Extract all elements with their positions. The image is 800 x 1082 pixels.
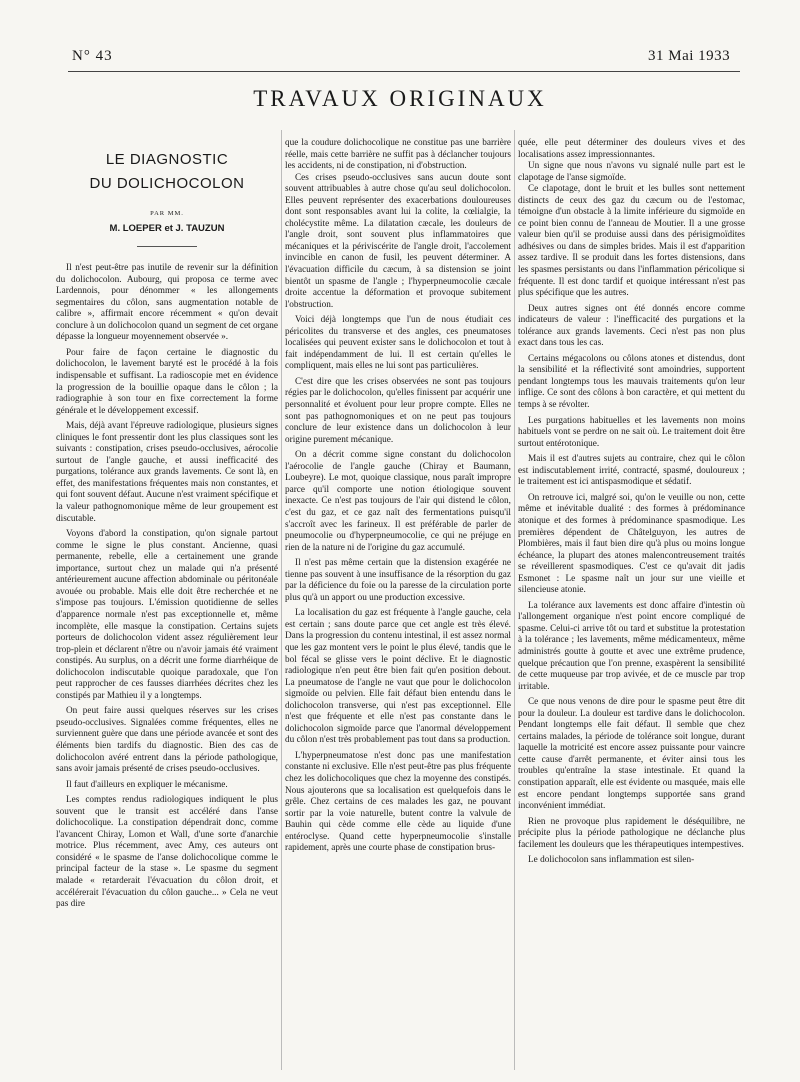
column-divider xyxy=(514,130,515,1070)
paragraph: On peut faire aussi quelques réserves sur les crises pseudo-occlusives. Signalées comme fréquentes, elles ne surviennent guère que dans une période avancée et sont des éléments bien tardifs du diagnostic. Bien des cas de dolichocolon avéré entrent dans la période pathologique, sans avoir jamais présenté de crises pseudo-occlusives. xyxy=(56,706,278,775)
column-3 xyxy=(518,138,745,867)
paragraph: Ce que nous venons de dire pour le spasme peut être dit pour la douleur. La douleur est tardive dans le dolichocolon. Pendant longtemps elle fait défaut. Il semble que chez certains malades, la période de tolérance soit longue, durant laquelle la motricité est encore assez puissante pour vaincre cette cause d'arrêt permanente, et éviter ainsi tous les troubles qu'entraîne la stase intestinale. Et quand la constipation apparaît, elle est évidente ou masquée, mais elle est encore pendant longtemps supportée sans grand inconvénient immédiat. xyxy=(518,697,745,812)
article-title-line-1: LE DIAGNOSTIC xyxy=(105,151,229,168)
paragraph: quée, elle peut déterminer des douleurs vives et des localisations assez impressionnantes. xyxy=(518,138,745,160)
paragraph: On retrouve ici, malgré soi, qu'on le veuille ou non, cette même et inévitable dualité : des formes à prédominance atonique et des formes à prédominance spasmodique. Les premières dépendent de Châtelguyon, les autres de Plombières, mais il faut bien dire qu'à plus ou moins longue échéance, la plupart des atones malencontreusement traités se réveillerent spasmodiques. C'est ce qu'avait dit jadis Esmonet : Le spasme naît un jour sur une vieille et silencieuse atonie. xyxy=(518,492,745,596)
article-authors: M. LOEPER et J. TAUZUN xyxy=(109,222,225,234)
paragraph: Certains mégacolons ou côlons atones et distendus, dont la sensibilité et la réflectivité sont amoindries, supportent pendant longtemps tous les mauvais traitements qu'on leur inflige. Ce sont des côlons à bon caractère, et qui mettent du temps à se révolter. xyxy=(518,353,745,411)
paragraph: On a décrit comme signe constant du dolichocolon l'aérocolie de l'angle gauche (Chiray et Baumann, Loubeyre). Le mot, quoique classique, nous paraît impropre parce qu'il comporte une notion étiologique souvent inexacte. Ce n'est pas toujours de l'air qui distend le côlon, c'est du gaz, et ce gaz naît des fermentations puisqu'il s'accroît avec les farineux. Il est préférable de parler de pneumocolie ou d'hyperpneumocolie, ce qui ne préjuge en rien de la nature ni de l'origine du gaz accumulé. xyxy=(285,450,511,553)
paragraph: Les comptes rendus radiologiques indiquent le plus souvent que le transit est accéléré dans l'anse dolichocolique. La constipation dépendrait donc, comme l'avancent Chiray, Lomon et Wall, d'une sorte d'anarchie motrice. Plus récemment, avec Amy, ces auteurs ont considéré « le spasme de l'anse dolichocolique comme le principal facteur de la stase ». Le spasme du segment malade « retarderait l'évacuation du côlon droit, et accélérerait l'évacuation du côlon gauche... » Cela ne veut pas dire xyxy=(56,795,278,910)
paragraph: Mais il est d'autres sujets au contraire, chez qui le côlon est indiscutablement irrité, contracté, spasmé, douloureux ; le traitement est ici antispasmodique et sédatif. xyxy=(518,454,745,488)
issue-date: 31 Mai 1933 xyxy=(648,48,731,64)
paragraph: La localisation du gaz est fréquente à l'angle gauche, cela est certain ; sans doute parce que cet angle est très élevé. Dans la progression du contenu intestinal, il est assez normal que les gaz montent vers le point le plus élevé, tandis que le bol fécal se glisse vers le point déclive. Et le diagnostic radiologique n'en peut être bien fait qu'en position debout. La pneumatose de l'angle ne vaut que pour le dolichocolon sigmoïde ou pelvien. Elle fait défaut bien entendu dans le dolichocolon transverse, qui n'est pas exceptionnel. Elle n'est que fréquente et elle n'est pas constante dans le dolichocolon sigmoïde parce que l'anormal développement du côlon n'est très probablement pas tout dans sa production. xyxy=(285,608,511,746)
paragraph: Ce clapotage, dont le bruit et les bulles sont nettement distincts de ceux des gaz du cæcum ou de l'estomac, témoigne d'un obstacle à la limite inférieure du sigmoïde en ce point bien connu de l'anneau de Moutier. Il a une grosse valeur bien qu'il se produise aussi dans des périsigmoïdites adhésives ou dans de simples brides. Mais il est d'apparition assez tardive. Il se produit dans les fortes distensions, dans les spasmes persistants ou dans l'inflammation péricolique si fréquente. Il est donc tardif et quoique intéressant n'est pas plus spécifique que les autres. xyxy=(518,184,745,299)
article-title-line-2: DU DOLICHOCOLON xyxy=(89,175,245,192)
column-divider xyxy=(281,130,282,1070)
byline-prefix: PAR MM. xyxy=(150,210,184,217)
paragraph: Il n'est peut-être pas inutile de revenir sur la définition du dolichocolon. Aubourg, qui proposa ce terme avec Lardennois, pour dénommer « les allongements segmentaires du côlon, sans augmentation notable de calibre », affirmait encore récemment « qu'on devait conclure à un dolichocolon quand un segment de cet organe dépasse la longueur moyennement observée ». xyxy=(56,263,278,343)
paragraph: Il faut d'ailleurs en expliquer le mécanisme. xyxy=(66,779,228,790)
column-2 xyxy=(285,138,511,855)
paragraph: Les purgations habituelles et les lavements non moins habituels vont se perdre on ne sait où. Le traitement doit être surtout entérotonique. xyxy=(518,415,745,449)
header-rule xyxy=(68,71,740,72)
paragraph: Le dolichocolon sans inflammation est silen- xyxy=(528,855,695,866)
author-rule xyxy=(137,246,197,247)
section-title: TRAVAUX ORIGINAUX xyxy=(253,86,547,111)
paragraph: L'hyperpneumatose n'est donc pas une manifestation constante ni exclusive. Elle n'est peut-être pas plus fréquente chez les dolichocoliques que chez la moyenne des constipés. Nous ajouterons que sa localisation est quelquefois dans le grêle. Chez certains de ces malades les gaz, ne pouvant sortir par la voie naturelle, butent contre la valvule de Bauhin qui cède comme elle cède au liquide d'une entéroclyse. Quand cette hyperpneumocolie s'installe rapidement, après une courte phase de constipation brus- xyxy=(285,750,511,854)
paragraph: Il n'est pas même certain que la distension exagérée ne tienne pas souvent à une insuffisance de la résorption du gaz par la déficience du foie ou la paresse de la circulation porte plus qu'à un apport ou une production excessive. xyxy=(285,558,511,603)
paragraph: Ces crises pseudo-occlusives sans aucun doute sont souvent attribuables à autre chose qu'au seul dolichocolon. Elles peuvent représenter des exacerbations douloureuses dont sont responsables avant lui la colite, la cœlialgie, la cholécystite même. La dilatation cæcale, les douleurs de l'angle droit, sont souvent plus inflammatoires que mécaniques et la périviscérite de l'angle droit, l'accolement invincible en canon de fusil, les peuvent déterminer. A l'évacuation difficile du cæcum, à sa distension se joint bientôt un spasme de l'angle ; l'hyperpneumocolie cæcale droite accentue la déformation et provoque subitement l'obstruction. xyxy=(285,172,511,310)
paragraph: que la coudure dolichocolique ne constitue pas une barrière réelle, mais cette barrière ne suffit pas à déclancher toujours les accidents, ni de constipation, ni d'obstruction. xyxy=(285,138,511,172)
paragraph: Pour faire de façon certaine le diagnostic du dolichocolon, le lavement baryté est le procédé à la fois indispensable et suffisant. La radioscopie met en évidence la progression de la bouillie opaque dans le côlon ; la radiographie à son tour en fixe correctement la forme générale et le développement excessif. xyxy=(56,347,278,416)
paragraph: Mais, déjà avant l'épreuve radiologique, plusieurs signes cliniques le font pressentir dont les plus classiques sont les suivants : constipation, crises pseudo-occlusives, aérocolie surtout de l'angle gauche, et aussi inefficacité des purgations, tolérance aux grands lavements. Ce sont là, en effet, des manifestations fréquentes mais non constantes, et qui font souvent défaut. Aucune n'est vraiment spécifique et la valeur pathognomonique même de leur groupement est discutable. xyxy=(56,421,278,524)
paragraph: Voici déjà longtemps que l'un de nous étudiait ces péricolites du transverse et des angles, ces pneumatoses localisées qui peuvent exister sans le dolichocolon et tout à fait indépendamment de lui. Il est certain qu'elles le compliquent, mais elles ne lui sont pas particulières. xyxy=(285,315,511,372)
issue-number: N° 43 xyxy=(72,48,113,64)
paragraph: C'est dire que les crises observées ne sont pas toujours régies par le dolichocolon, qu'elles finissent par acquérir une personnalité et évoluent pour leur propre compte. Elles ne sont pas pathognomoniques et on ne peut pas toujours conclure de leur existence dans un dolichocolon à leur origine purement mécanique. xyxy=(285,376,511,445)
paragraph: Voyons d'abord la constipation, qu'on signale partout comme le signe le plus constant. Ancienne, quasi permanente, rebelle, elle a certainement une grande importance, surtout chez un malade qui n'a présenté antérieurement aucune affection abdominale ou péritonéale avouée ou probable. Mais elle doit être recherchée et ne s'impose pas toujours. L'émission quotidienne de selles d'apparence normale n'est pas exceptionnelle et, même incomplète, elle masque la constipation. Certains sujets porteurs de dolichocolon vident assez régulièrement leur trop-plein et déclarent n'être ou n'avoir jamais été vraiment constipés. Au surplus, on a décrit une forme diarrhéique de dolichocolon indiscutable quoique paradoxale, que l'on peut rapprocher de ces fausses diarrhées décrites chez les constipés par Mathieu il y a longtemps. xyxy=(56,529,278,701)
paragraph: La tolérance aux lavements est donc affaire d'intestin où l'allongement organique n'est point encore compliqué de spasme. Celui-ci arrive tôt ou tard et substitue la protestation à la tolérance ; les lavements, même médicamenteux, même administrés goutte à goutte et avec une extrême prudence, quelque précaution que l'on prenne, exaspèrent la sensibilité de cette muqueuse par trop avivée, et de ce muscle par trop irritable. xyxy=(518,600,745,692)
paragraph: Un signe que nous n'avons vu signalé nulle part est le clapotage de l'anse sigmoïde. xyxy=(518,161,745,183)
paragraph: Rien ne provoque plus rapidement le déséquilibre, ne précipite plus la période pathologique ne déclanche plus facilement les douleurs que les thérapeutiques intempestives. xyxy=(518,816,745,850)
column-1 xyxy=(56,136,278,915)
paragraph: Deux autres signes ont été donnés encore comme indicateurs de valeur : l'inefficacité des purgations et la tolérance aux grands lavements. Ceci n'est pas non plus exact dans tous les cas. xyxy=(518,303,745,349)
